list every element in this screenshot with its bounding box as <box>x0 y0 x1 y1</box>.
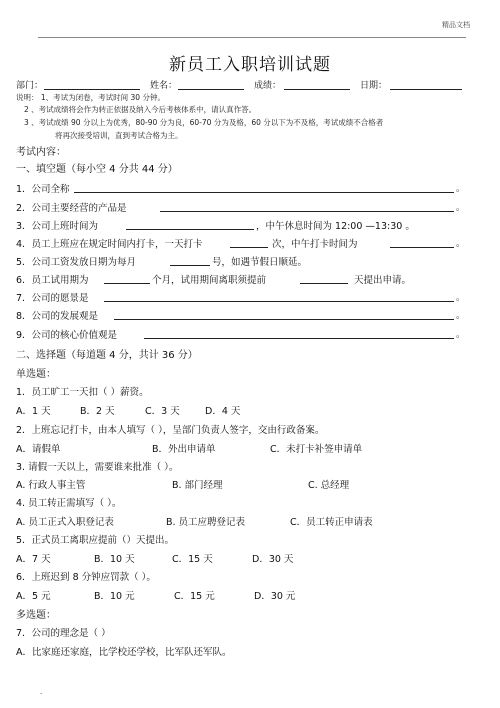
fill-q2-blank[interactable] <box>160 211 454 212</box>
multi-q7-opt-a[interactable]: A．比家庭还家庭，比学校还学校，比军队还军队。 <box>16 647 232 658</box>
choice-q6: 6．上班迟到 8 分钟应罚款（ ）。 <box>16 572 156 583</box>
fill-q4-b: 次，中午打卡时间为 <box>272 239 358 250</box>
note-2: 2 、考试成绩将会作为转正依据及纳入今后考核体系中，请认真作答。 <box>24 105 257 114</box>
choice-q6-opt-d[interactable]: D．30 元 <box>254 591 296 602</box>
fill-q1: 1．公司全称 <box>16 184 70 195</box>
choice-q2-opt-b[interactable]: B．外出申请单 <box>152 444 216 455</box>
section-fill-heading: 一、填空题（每小空 4 分共 44 分） <box>16 164 178 175</box>
header-divider <box>38 37 466 38</box>
fill-q8-blank[interactable] <box>114 319 454 320</box>
choice-q2: 2．上班忘记打卡，由本人填写（ ），呈部门负责人签字，交由行政备案。 <box>16 425 325 436</box>
fill-q2: 2．公司主要经营的产品是 <box>16 203 127 214</box>
choice-q1-opt-d[interactable]: D．4 天 <box>205 406 241 417</box>
fill-q3-a: 3．公司上班时间为 <box>16 221 99 232</box>
fill-q2-end: 。 <box>456 203 466 213</box>
fill-q3-blank[interactable] <box>126 229 254 230</box>
choice-q3-opt-c[interactable]: C. 总经理 <box>308 480 350 491</box>
fill-q8-end: 。 <box>456 311 466 321</box>
choice-q5: 5．正式员工离职应提前（）天提出。 <box>16 535 175 546</box>
choice-q5-opt-d[interactable]: D．30 天 <box>252 554 294 565</box>
note-1: 说明： 1、考试为闭卷，考试时间 30 分钟。 <box>16 93 165 102</box>
dept-label: 部门： <box>16 81 44 91</box>
fill-q8: 8．公司的发展观是 <box>16 311 99 322</box>
multi-q7: 7．公司的理念是（ ） <box>16 628 111 639</box>
choice-q3-opt-b[interactable]: B. 部门经理 <box>172 480 223 491</box>
fill-q5-b: 号，如遇节假日顺延。 <box>212 257 308 268</box>
choice-q2-opt-a[interactable]: A．请假单 <box>16 444 61 455</box>
choice-q5-opt-a[interactable]: A．7 天 <box>16 554 51 565</box>
header-tag: 精品文档 <box>442 21 470 29</box>
name-label: 姓名： <box>150 81 178 91</box>
fill-q5-a: 5．公司工资发放日期为每月 <box>16 257 137 268</box>
choice-q5-opt-b[interactable]: B．10 天 <box>94 554 135 565</box>
fill-q1-end: 。 <box>456 184 466 194</box>
fill-q1-blank[interactable] <box>74 192 454 193</box>
fill-q3-b: ，中午休息时间为 12:00 —13:30 。 <box>256 221 415 232</box>
footer-dot: . <box>40 688 43 696</box>
fill-q4-a: 4．员工上班应在规定时间内打卡，一天打卡 <box>16 239 203 250</box>
choice-q1-opt-c[interactable]: C．3 天 <box>145 406 180 417</box>
choice-q6-opt-a[interactable]: A．5 元 <box>16 591 51 602</box>
page-title: 新员工入职培训试题 <box>169 55 331 75</box>
choice-q6-opt-b[interactable]: B．10 元 <box>94 591 135 602</box>
note-3: 3 、考试成绩 90 分以上为优秀，80-90 分为良，60-70 分为及格，60 分以下为不及格，考试成绩不合格者 <box>24 118 384 127</box>
choice-q6-opt-c[interactable]: C．15 元 <box>174 591 215 602</box>
fill-q6-blank-2[interactable] <box>300 283 348 284</box>
fill-q7: 7．公司的愿景是 <box>16 293 89 304</box>
date-label: 日期： <box>360 81 388 91</box>
choice-q5-opt-c[interactable]: C．15 天 <box>172 554 213 565</box>
choice-q4-opt-a[interactable]: A. 员工正式入职登记表 <box>16 517 114 528</box>
fill-q9-end: 。 <box>456 330 466 340</box>
fill-q4-blank-1[interactable] <box>230 247 268 248</box>
name-field[interactable] <box>178 89 244 90</box>
dept-field[interactable] <box>44 89 140 90</box>
single-choice-label: 单选题： <box>16 369 56 380</box>
score-field[interactable] <box>284 89 350 90</box>
choice-q1-opt-a[interactable]: A．1 天 <box>16 406 51 417</box>
fill-q4-end: 。 <box>456 239 466 249</box>
choice-q2-opt-c[interactable]: C．未打卡补签申请单 <box>270 444 363 455</box>
fill-q6-a: 6．员工试用期为 <box>16 275 89 286</box>
fill-q7-blank[interactable] <box>104 301 454 302</box>
fill-q9-blank[interactable] <box>144 338 454 339</box>
choice-q3-opt-a[interactable]: A. 行政人事主管 <box>16 480 86 491</box>
fill-q7-end: 。 <box>456 293 466 303</box>
choice-q4-opt-c[interactable]: C．员工转正申请表 <box>290 517 373 528</box>
score-label: 成绩： <box>254 81 282 91</box>
fill-q5-blank[interactable] <box>170 265 210 266</box>
date-field[interactable] <box>390 89 462 90</box>
fill-q4-blank-2[interactable] <box>390 247 454 248</box>
fill-q9: 9．公司的核心价值观是 <box>16 330 118 341</box>
section-choice-heading: 二、选择题（每道题 4 分，共计 36 分） <box>16 350 198 361</box>
content-label: 考试内容： <box>16 147 66 158</box>
fill-q6-b: 个月，试用期间离职须提前 <box>152 275 267 286</box>
fill-q6-c: 天提出申请。 <box>354 275 412 286</box>
multi-choice-label: 多选题： <box>16 610 56 621</box>
choice-q1-opt-b[interactable]: B．2 天 <box>80 406 115 417</box>
choice-q1: 1．员工旷工一天扣（ ）薪资。 <box>16 387 149 398</box>
choice-q4: 4. 员工转正需填写（ ）。 <box>16 498 122 509</box>
choice-q3: 3. 请假一天以上，需要谁来批准（ ）。 <box>16 462 179 473</box>
note-3-cont: 将再次接受培训，直到考试合格为主。 <box>55 131 183 140</box>
fill-q6-blank-1[interactable] <box>104 283 150 284</box>
choice-q4-opt-b[interactable]: B. 员工应聘登记表 <box>166 517 246 528</box>
